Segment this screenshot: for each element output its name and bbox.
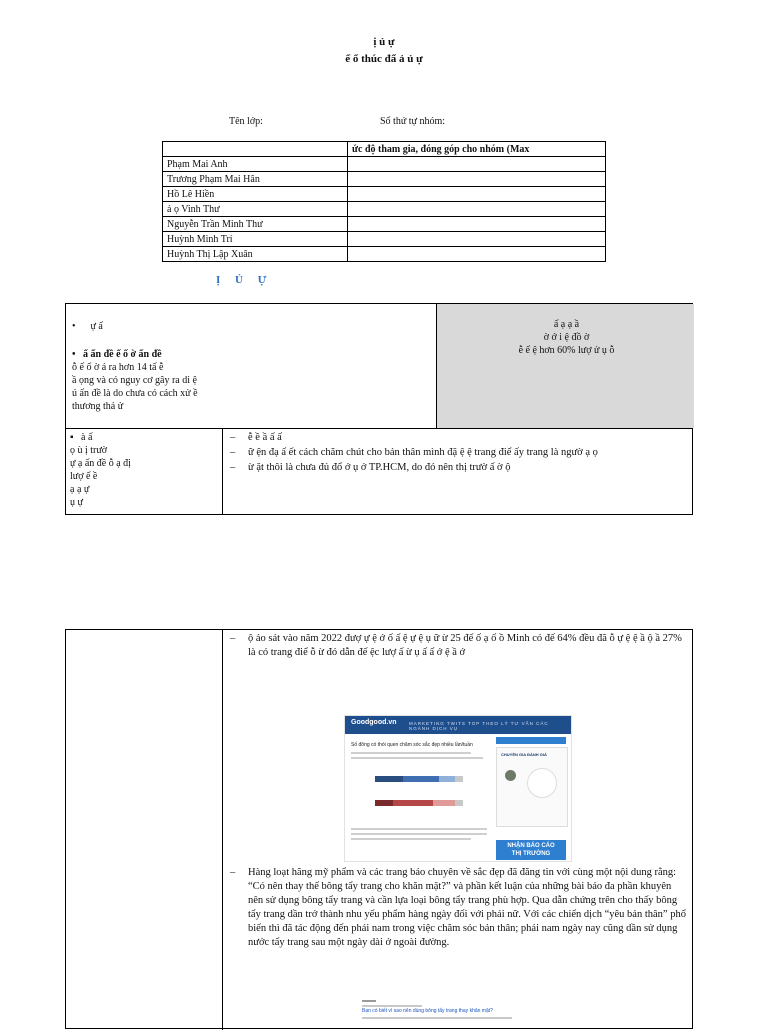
evidence-item: – ừ ặt thôi là chưa đủ đổ ớ ụ ở TP.HCM, do đó nên thị trườ ấ ờ ộ [226,461,686,475]
table-row [163,157,606,172]
members-table [162,141,606,262]
bullet-2-line1: ấ ấn đề ế ố ờ ấn đề [83,349,162,360]
document-title-line1: ị ủ ự [373,36,395,48]
text-line [362,1005,422,1007]
page2-content-2 [226,866,686,951]
chart-bar [375,776,403,782]
evidence-left-line4: lượ ế ề [70,471,98,482]
member-name: ả ọ Vinh Thư [163,202,348,217]
page2-box [65,629,693,1029]
member-name: Hồ Lê Hiền [163,187,348,202]
table-header-cell [163,142,348,157]
bullet-2-line5: thương thả ử [72,401,124,412]
evidence-box [65,428,693,515]
bullet-2-line4: ú ấn đề là do chưa có cách xử ề [72,388,198,399]
highlight-line1: ấ ạ ạ ầ [553,319,580,330]
search-result-link[interactable]: Bạn có biết vì sao nên dùng bông tẩy trang thay khăn mặt? [362,1008,493,1014]
table-row [163,247,606,262]
website-heading: Số đông có thói quen chăm sóc sắc đẹp nhiều lần/tuần [351,742,473,748]
evidence-left-line5: ạ ạ ự [70,484,90,495]
bullet-2-line3: ầ ọng và có nguy cơ gây ra di ệ [72,375,197,386]
chart-bar [403,776,439,782]
chart-bar [455,776,463,782]
problem-box [65,303,693,429]
evidence-left-line6: ụ ự [70,497,83,508]
expert-card [496,747,568,827]
website-logo: Goodgood.vn [351,719,397,726]
chart-bar [455,800,463,806]
bullet-2: • ấ ấn đề ế ố ờ ấn đề ỗ ế ố ờ á ra hơn 14 tấ ễ ầ ọng và có nguy cơ gây ra di ệ ú ấn đề là do chưa có cách xử ề thương thả ử [72,348,432,413]
chart-bar [375,800,393,806]
table-header-cell: ức độ tham gia, đóng góp cho nhóm (Max [348,142,606,157]
table-row [163,232,606,247]
table-row [163,172,606,187]
website-nav-items: MARKETING TWITS TOP THEO LÝ TƯ VẤN CÁC NGÀNH DỊCH VỤ [409,721,549,731]
member-score [348,217,606,232]
member-name: Nguyễn Trần Minh Thư [163,217,348,232]
column-divider [222,429,223,515]
evidence-right [226,431,686,476]
member-score [348,187,606,202]
quote-bubble [527,768,557,798]
text-line [362,1000,376,1002]
column-divider [222,630,223,1030]
member-name: Phạm Mai Anh [163,157,348,172]
text-line [351,757,483,759]
member-score [348,232,606,247]
expert-card-title: CHUYÊN GIA ĐÁNH GIÁ [501,752,547,757]
survey-item: – ộ ảo sát vào năm 2022 đượ ự ệ ớ ố ấ ệ ự ệ ụ ữ ừ 25 đế ố ạ ố ồ Minh có đế 64% đều đã ỗ ự ệ ệ ầ ộ ầ 27% là có trang điể ỗ ừ đó dẫn đế ệc lượ ấ ừ ụ ấ ấ ớ ệ ầ ớ [226,632,686,660]
chart-bar [433,800,455,806]
text-line [351,838,471,840]
evidence-left-line1: à ấ [81,432,93,443]
member-score [348,202,606,217]
evidence-left-line2: ọ ù ị trườ [70,445,108,456]
website-navbar [345,716,571,734]
table-row [163,202,606,217]
evidence-item: – ữ ện đạ ấ ết cách chăm chút cho bản thân mình đặ ệ ệ trang điể ấy trang là ngườ ạ ọ [226,446,686,460]
member-score [348,157,606,172]
bullet-1: • ự ấ [72,321,103,332]
document-title-line2: ế ố thúc đẩ ả ủ ự [345,53,423,65]
class-label: Tên lớp: [229,116,263,127]
evidence-left: ▪ à ấ ọ ù ị trườ ự ạ ấn đề ỗ ạ đị lượ ế ề ạ ạ ự ụ ự [70,431,220,509]
member-name: Trương Phạm Mai Hân [163,172,348,187]
member-score [348,172,606,187]
chart-bar [393,800,433,806]
highlight-line3: ễ ế ệ hơn 60% lượ ử ụ ỗ [518,345,615,356]
member-score [348,247,606,262]
evidence-left-line3: ự ạ ấn đề ỗ ạ đị [70,458,131,469]
evidence-item: – ễ ề ầ ấ ấ [226,431,686,445]
text-line [351,752,471,754]
table-row [163,217,606,232]
news-item: – Hàng loạt hãng mỹ phẩm và các trang báo chuyên về sắc đẹp đã đăng tin với cùng một nội dung rằng: “Có nên thay thế bông tẩy trang cho khăn mặt?” và phần kết luận của những bài báo đa phần khuyên nên sử dụng bông tẩy trang và cần lựa loại bông tẩy trang phù hợp. Qua dẫn chứng trên cho thấy bông tẩy trang dần trở thành nhu yếu phẩm hàng ngày đối với phái nữ. Với các chiến dịch “yêu bản thân” phổ biến thì đã tác động đến phái nam trong việc chăm sóc bản thân; phái nam ngày nay cũng dần sử dụng nước tẩy trang sau một ngày dài ở ngoài đường. [226,866,686,950]
website-side-button [496,737,566,744]
report-button[interactable] [496,840,566,860]
embedded-website-screenshot [344,715,572,862]
avatar [505,770,516,781]
text-line [351,828,487,830]
text-line [351,833,487,835]
highlight-line2: ờ ớ i ệ đồ ờ [543,332,590,343]
page2-content [226,632,686,661]
bullet-2-line2: ỗ ế ố ờ á ra hơn 14 tấ ễ [72,362,164,373]
group-label: Số thứ tự nhóm: [380,116,446,127]
search-result-snippet [362,996,542,1030]
highlight-cell [436,304,694,428]
section-heading: Ị Ủ Ự [216,274,273,286]
table-header-row [163,142,606,157]
table-row [163,187,606,202]
report-line2: THỊ TRƯỜNG [511,851,551,857]
text-line [362,1017,512,1019]
bullet-1-text: ự ấ [90,321,103,332]
report-line1: NHẬN BÁO CÁO [507,843,555,849]
chart-bar [439,776,455,782]
member-name: Huỳnh Minh Trí [163,232,348,247]
member-name: Huỳnh Thị Lập Xuân [163,247,348,262]
